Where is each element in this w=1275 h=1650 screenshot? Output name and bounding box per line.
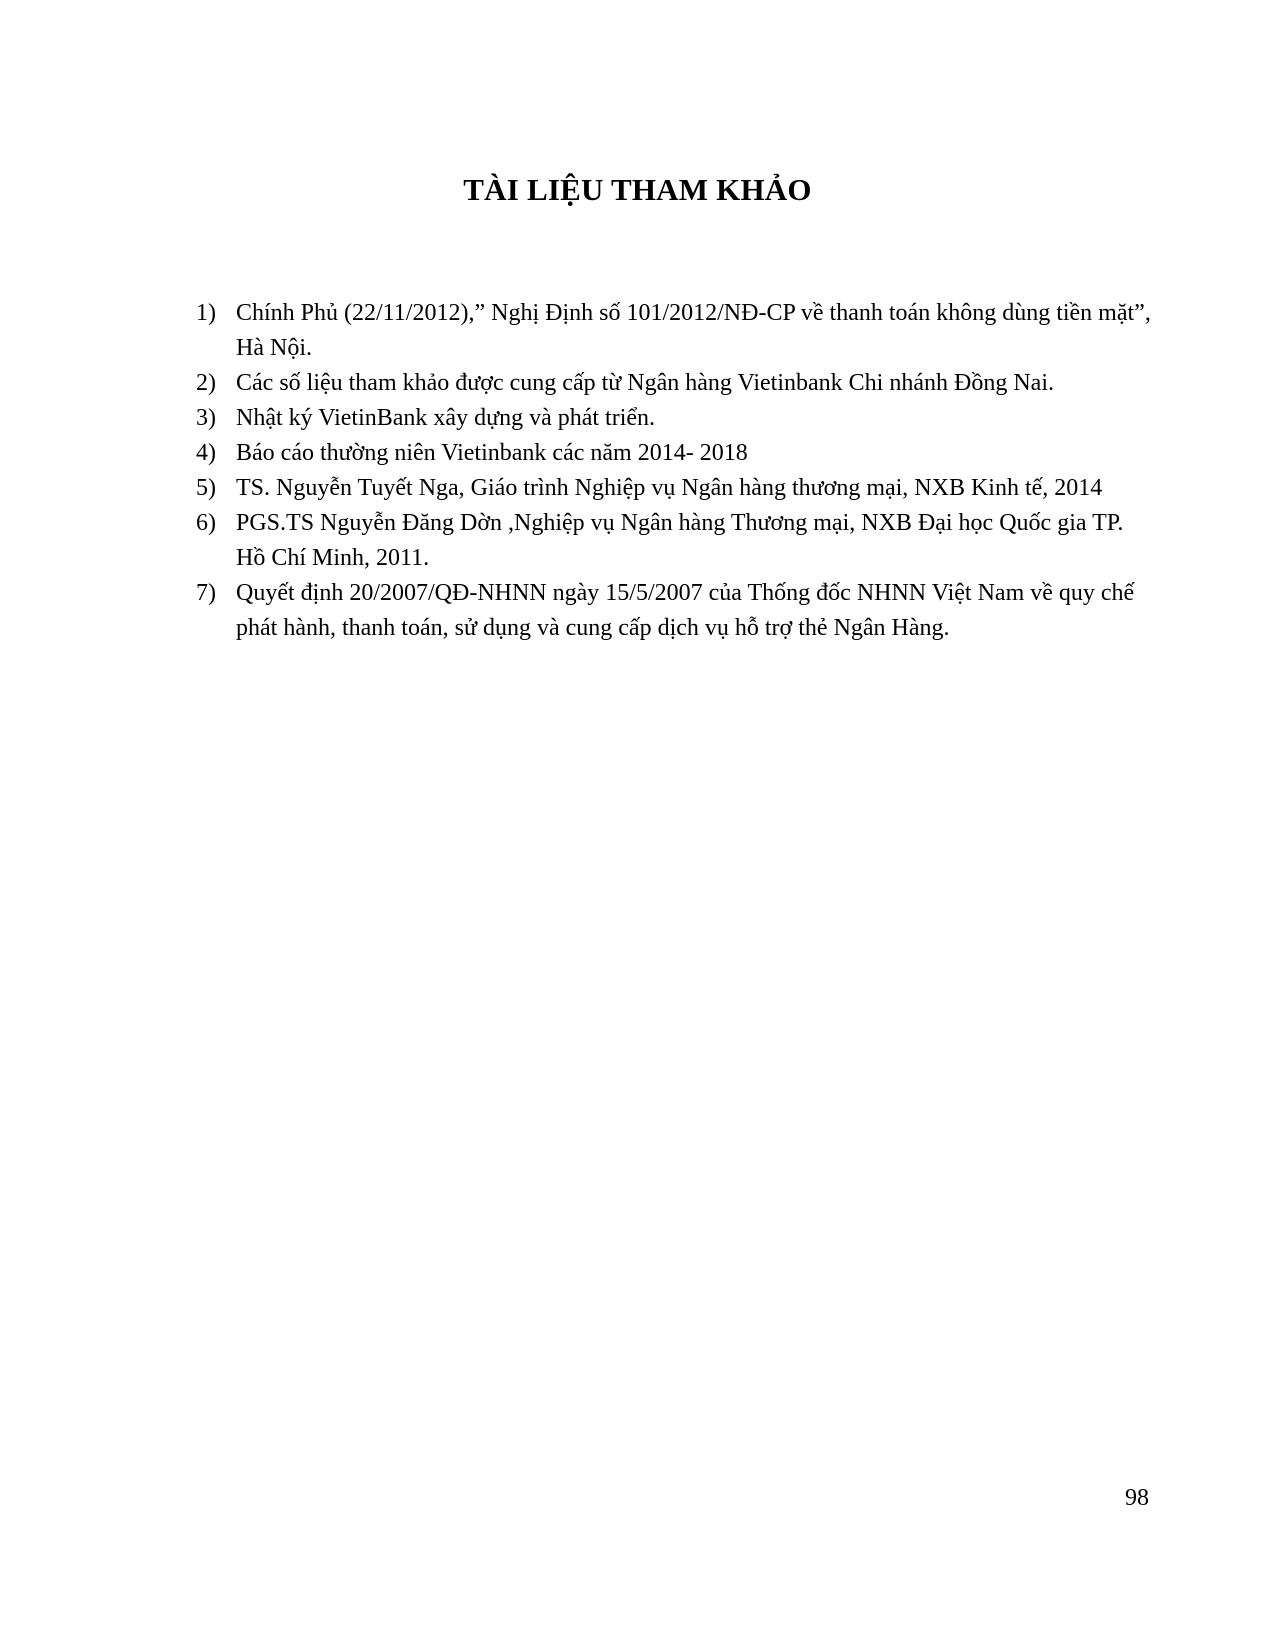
reference-text: Nhật ký VietinBank xây dựng và phát triển.	[236, 405, 656, 431]
reference-text: Báo cáo thường niên Vietinbank các năm 2014- 2018	[236, 440, 748, 466]
reference-item	[196, 401, 1156, 436]
reference-number: 5)	[196, 475, 216, 501]
reference-number: 3)	[196, 405, 216, 431]
reference-item	[196, 471, 1156, 506]
reference-item	[196, 506, 1156, 576]
page-title: TÀI LIỆU THAM KHẢO	[463, 172, 812, 207]
reference-list	[196, 296, 1156, 646]
reference-text: Chính Phủ (22/11/2012),” Nghị Định số 101/2012/NĐ-CP về thanh toán không dùng tiền mặt”, Hà Nội.	[236, 300, 1151, 361]
reference-number: 4)	[196, 440, 216, 466]
reference-item	[196, 436, 1156, 471]
reference-text: PGS.TS Nguyễn Đăng Dờn ,Nghiệp vụ Ngân hàng Thương mại, NXB Đại học Quốc gia TP. Hồ Chí Minh, 2011.	[236, 510, 1124, 571]
reference-number: 2)	[196, 370, 216, 396]
reference-item	[196, 366, 1156, 401]
reference-number: 7)	[196, 580, 216, 606]
reference-text: Các số liệu tham khảo được cung cấp từ Ngân hàng Vietinbank Chi nhánh Đồng Nai.	[236, 370, 1054, 396]
reference-text: Quyết định 20/2007/QĐ-NHNN ngày 15/5/2007 của Thống đốc NHNN Việt Nam về quy chế phát hành, thanh toán, sử dụng và cung cấp dịch vụ hỗ trợ thẻ Ngân Hàng.	[236, 580, 1135, 641]
reference-item	[196, 296, 1156, 366]
page-number: 98	[1125, 1485, 1149, 1511]
reference-number: 1)	[196, 300, 216, 326]
reference-item	[196, 576, 1156, 646]
reference-text: TS. Nguyễn Tuyết Nga, Giáo trình Nghiệp vụ Ngân hàng thương mại, NXB Kinh tế, 2014	[236, 475, 1103, 501]
reference-number: 6)	[196, 510, 216, 536]
